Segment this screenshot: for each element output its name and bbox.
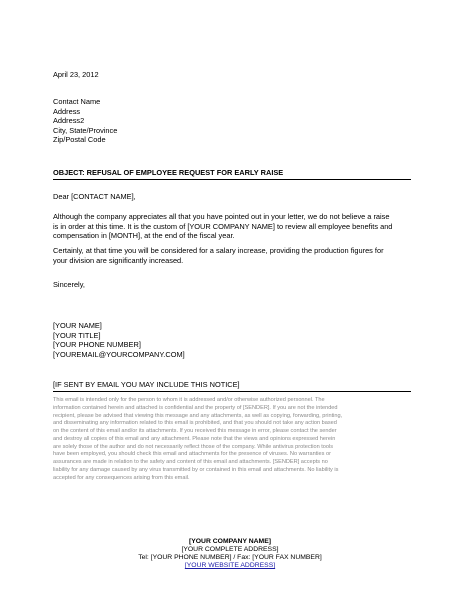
signature-phone: [YOUR PHONE NUMBER]: [53, 340, 141, 350]
recipient-zip: Zip/Postal Code: [53, 135, 106, 145]
body-line: your division are significantly increased.: [53, 255, 184, 265]
signature-name: [YOUR NAME]: [53, 321, 102, 330]
disclaimer-line: accepted for any consequences arising from this email.: [53, 474, 190, 481]
disclaimer-line: and disseminating any information related to this email is prohibited, and that you should not take any action based: [53, 420, 337, 427]
disclaimer-line: information contained herein and attached is confidential and the property of [SENDER]. If you are not the intended: [53, 404, 338, 411]
footer-company-name: [YOUR COMPANY NAME]: [188, 538, 272, 545]
letter-closing: Sincerely,: [53, 280, 85, 289]
recipient-address-line1: Address: [53, 106, 81, 116]
body-paragraph-1: [53, 212, 392, 241]
disclaimer-line: recipient, please be advised that viewing this message and any attachments, as well as copying, forwarding, printing,: [53, 412, 343, 419]
body-line: is in order at this time. It is the custom of [YOUR COMPANY NAME] to review all employee benefits and: [53, 221, 393, 231]
subject-divider: [53, 179, 411, 180]
email-notice-heading: [IF SENT BY EMAIL YOU MAY INCLUDE THIS NOTICE]: [53, 380, 240, 389]
body-line: Although the company appreciates all that you have pointed out in your letter, we do not believe a raise: [53, 212, 390, 221]
body-paragraph-2: [53, 246, 384, 265]
letter-salutation: Dear [CONTACT NAME],: [53, 192, 136, 201]
disclaimer-line: assurances are made in relation to the safety and content of this email and attachments. [SENDER] accepts no: [53, 459, 328, 465]
body-line: Certainly, at that time you will be considered for a salary increase, providing the production figures for: [53, 246, 384, 255]
disclaimer-line: have been employed, you should check this email and attachments for the presence of viruses. No warranties or: [53, 451, 331, 458]
email-disclaimer: [53, 397, 413, 482]
disclaimer-line: This email is intended only for the person to whom it is addressed and/or otherwise authorized personnel. The: [53, 397, 325, 403]
signature-title: [YOUR TITLE]: [53, 330, 101, 340]
footer-website-link[interactable]: [YOUR WEBSITE ADDRESS]: [184, 562, 276, 569]
disclaimer-line: are solely those of the author and do not necessarily reflect those of the company. While antivirus protection tools: [53, 443, 334, 450]
disclaimer-line: on the content of this email and/or its attachments. If you received this message in error, please contact the sender: [53, 428, 337, 434]
recipient-address-line2: Address2: [53, 116, 85, 126]
signature-email: [YOUREMAIL@YOURCOMPANY.COM]: [53, 349, 185, 359]
recipient-contact-name: Contact Name: [53, 97, 101, 106]
footer-contact: Tel: [YOUR PHONE NUMBER] / Fax: [YOUR FAX NUMBER]: [138, 554, 322, 561]
letter-subject: OBJECT: REFUSAL OF EMPLOYEE REQUEST FOR EARLY RAISE: [53, 168, 284, 177]
letter-date: April 23, 2012: [53, 70, 99, 79]
footer-website-row: [0, 562, 460, 571]
disclaimer-line: liability for any damage caused by any virus transmitted by or contained in this email and attachments. No liability is: [53, 466, 339, 473]
body-line: compensation in [MONTH], at the end of the fiscal year.: [53, 231, 235, 241]
recipient-address: [53, 97, 117, 145]
disclaimer-line: and destroy all copies of this email and any attachment. Please note that the views and opinions expressed herein: [53, 435, 336, 442]
recipient-city-state: City, State/Province: [53, 125, 118, 135]
notice-divider: [53, 391, 411, 392]
footer-address: [YOUR COMPLETE ADDRESS]: [181, 546, 279, 553]
signature-block: [53, 321, 185, 359]
